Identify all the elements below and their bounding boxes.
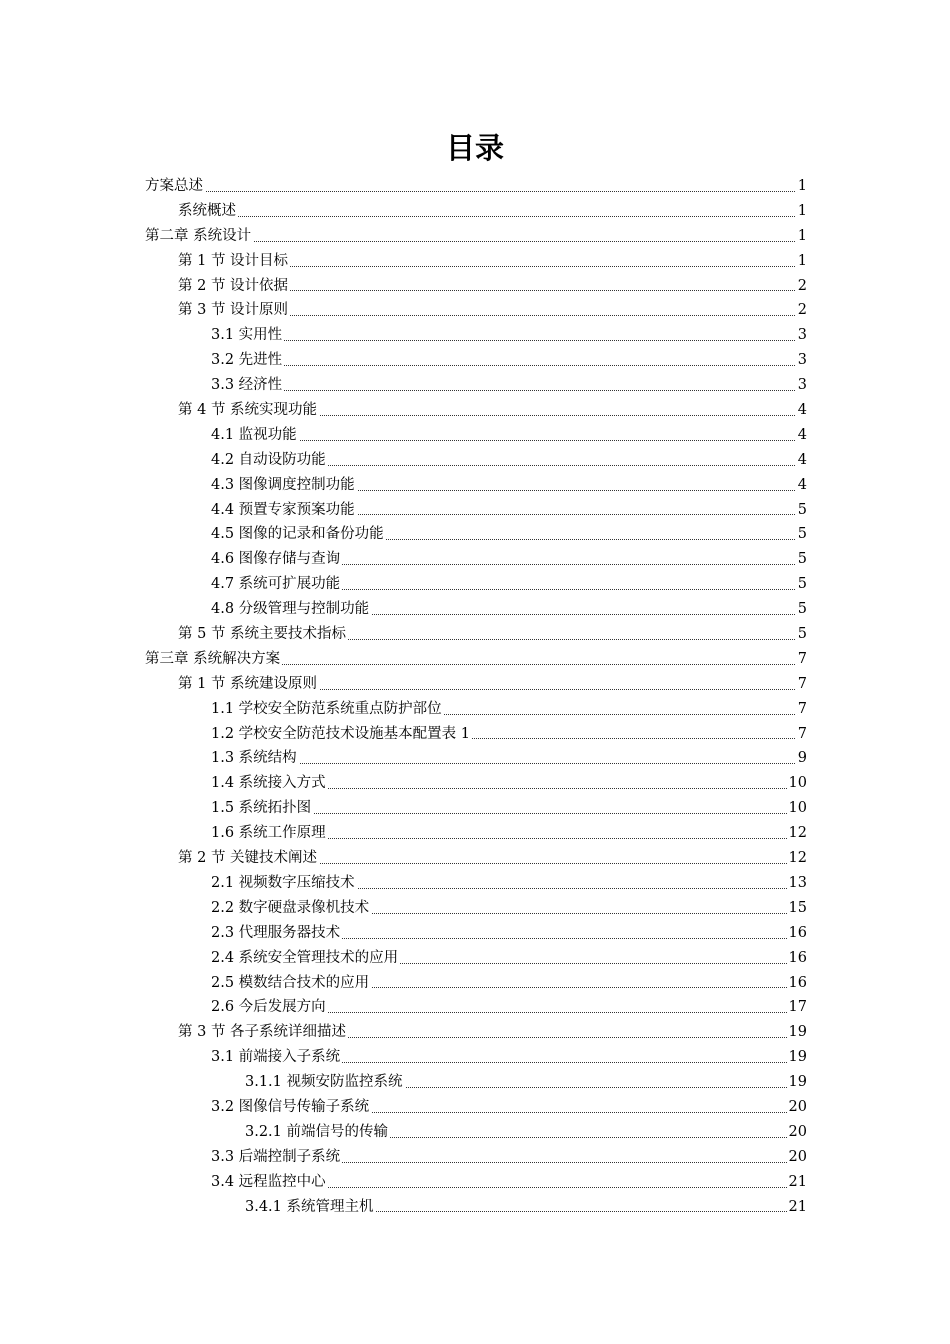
toc-entry[interactable] <box>145 1095 807 1120</box>
toc-entry-label: 第 2 节 设计依据 <box>178 274 290 299</box>
toc-entry-label: 1.4 系统接入方式 <box>211 771 328 796</box>
toc-entry[interactable] <box>145 1045 807 1070</box>
toc-entry-label: 4.7 系统可扩展功能 <box>211 572 342 597</box>
toc-entry[interactable] <box>145 796 807 821</box>
toc-page-number: 15 <box>787 896 807 921</box>
toc-entry[interactable] <box>145 896 807 921</box>
toc-entry-label: 2.3 代理服务器技术 <box>211 921 342 946</box>
toc-entry[interactable] <box>145 647 807 672</box>
toc-entry[interactable] <box>145 1170 807 1195</box>
toc-entry[interactable] <box>145 224 807 249</box>
toc-entry-label: 3.1 实用性 <box>211 323 284 348</box>
toc-entry-label: 1.6 系统工作原理 <box>211 821 328 846</box>
toc-entry-label: 第 2 节 关键技术阐述 <box>178 846 319 871</box>
toc-page-number: 5 <box>796 547 807 572</box>
toc-page-number: 20 <box>787 1120 807 1145</box>
toc-page-number: 9 <box>796 746 807 771</box>
toc-entry[interactable] <box>145 995 807 1020</box>
toc-entry-label: 第 1 节 设计目标 <box>178 249 290 274</box>
toc-entry-label: 1.1 学校安全防范系统重点防护部位 <box>211 697 444 722</box>
toc-entry-label: 3.2 图像信号传输子系统 <box>211 1095 371 1120</box>
toc-entry-label: 第 4 节 系统实现功能 <box>178 398 319 423</box>
toc-page-number: 19 <box>787 1045 807 1070</box>
toc-entry-label: 4.6 图像存储与查询 <box>211 547 342 572</box>
toc-entry-label: 3.3 经济性 <box>211 373 284 398</box>
toc-entry-label: 2.6 今后发展方向 <box>211 995 328 1020</box>
toc-page-number: 3 <box>796 348 807 373</box>
toc-dot-leader <box>145 191 807 192</box>
toc-entry[interactable] <box>145 572 807 597</box>
toc-entry-label: 4.2 自动设防功能 <box>211 448 328 473</box>
toc-entry[interactable] <box>145 1145 807 1170</box>
toc-page-number: 2 <box>796 298 807 323</box>
toc-entry[interactable] <box>145 423 807 448</box>
toc-entry-label: 第三章 系统解决方案 <box>145 647 282 672</box>
toc-entry-label: 第 3 节 设计原则 <box>178 298 290 323</box>
toc-page-number: 1 <box>796 224 807 249</box>
toc-entry-label: 2.2 数字硬盘录像机技术 <box>211 896 371 921</box>
toc-page-number: 7 <box>796 672 807 697</box>
toc-entry-label: 方案总述 <box>145 174 205 199</box>
toc-entry-label: 2.1 视频数字压缩技术 <box>211 871 357 896</box>
toc-page-number: 21 <box>787 1170 807 1195</box>
toc-page-number: 16 <box>787 921 807 946</box>
toc-page-number: 4 <box>796 448 807 473</box>
toc-page-number: 5 <box>796 572 807 597</box>
toc-dot-leader <box>211 340 807 341</box>
toc-dot-leader <box>211 390 807 391</box>
toc-entry[interactable] <box>145 597 807 622</box>
toc-entry[interactable] <box>145 298 807 323</box>
toc-entry-label: 3.4.1 系统管理主机 <box>245 1195 376 1220</box>
toc-page-number: 13 <box>787 871 807 896</box>
toc-entry[interactable] <box>145 871 807 896</box>
toc-entry-label: 1.5 系统拓扑图 <box>211 796 313 821</box>
toc-page-number: 5 <box>796 498 807 523</box>
toc-dot-leader <box>211 763 807 764</box>
toc-page-number: 4 <box>796 398 807 423</box>
toc-entry[interactable] <box>145 771 807 796</box>
toc-entry[interactable] <box>145 174 807 199</box>
toc-entry[interactable] <box>145 373 807 398</box>
toc-page-number: 1 <box>796 199 807 224</box>
toc-entry[interactable] <box>145 522 807 547</box>
toc-entry-label: 第 1 节 系统建设原则 <box>178 672 319 697</box>
toc-page-number: 19 <box>787 1070 807 1095</box>
toc-entry[interactable] <box>145 697 807 722</box>
toc-entry[interactable] <box>145 473 807 498</box>
toc-page-number: 1 <box>796 249 807 274</box>
toc-entry[interactable] <box>145 498 807 523</box>
toc-entry-label: 系统概述 <box>178 199 238 224</box>
toc-page-number: 12 <box>787 846 807 871</box>
toc-entry-label: 3.4 远程监控中心 <box>211 1170 328 1195</box>
toc-entry[interactable] <box>145 921 807 946</box>
toc-entry-label: 3.1.1 视频安防监控系统 <box>245 1070 405 1095</box>
toc-entry[interactable] <box>145 946 807 971</box>
toc-entry[interactable] <box>145 547 807 572</box>
toc-page-number: 5 <box>796 622 807 647</box>
toc-page-number: 2 <box>796 274 807 299</box>
toc-entry-label: 第 5 节 系统主要技术指标 <box>178 622 348 647</box>
toc-page-number: 21 <box>787 1195 807 1220</box>
toc-entry[interactable] <box>145 1020 807 1045</box>
toc-page-number: 7 <box>796 647 807 672</box>
toc-page-number: 3 <box>796 373 807 398</box>
toc-entry[interactable] <box>145 249 807 274</box>
toc-entry[interactable] <box>145 1120 807 1145</box>
toc-entry[interactable] <box>145 1070 807 1095</box>
toc-page-number: 7 <box>796 697 807 722</box>
toc-entry[interactable] <box>145 846 807 871</box>
toc-page-number: 20 <box>787 1095 807 1120</box>
toc-entry[interactable] <box>145 448 807 473</box>
toc-entry-label: 1.2 学校安全防范技术设施基本配置表 1 <box>211 722 472 747</box>
toc-page-number: 10 <box>787 796 807 821</box>
toc-page-number: 4 <box>796 473 807 498</box>
toc-entry-label: 4.3 图像调度控制功能 <box>211 473 357 498</box>
toc-entry-label: 2.5 模数结合技术的应用 <box>211 971 371 996</box>
toc-page-number: 16 <box>787 971 807 996</box>
toc-dot-leader <box>178 216 807 217</box>
toc-entry[interactable] <box>145 622 807 647</box>
toc-dot-leader <box>211 365 807 366</box>
toc-entry[interactable] <box>145 722 807 747</box>
toc-entry-label: 3.1 前端接入子系统 <box>211 1045 342 1070</box>
toc-page-number: 7 <box>796 722 807 747</box>
toc-entry-label: 4.5 图像的记录和备份功能 <box>211 522 386 547</box>
toc-entry[interactable] <box>145 746 807 771</box>
toc-entry-label: 3.2 先进性 <box>211 348 284 373</box>
toc-entry[interactable] <box>145 199 807 224</box>
toc-entry[interactable] <box>145 672 807 697</box>
toc-page-number: 5 <box>796 597 807 622</box>
toc-entry[interactable] <box>145 398 807 423</box>
toc-entry[interactable] <box>145 323 807 348</box>
toc-entry[interactable] <box>145 274 807 299</box>
toc-page-number: 12 <box>787 821 807 846</box>
toc-entry[interactable] <box>145 348 807 373</box>
toc-entry-label: 第二章 系统设计 <box>145 224 253 249</box>
toc-page-number: 19 <box>787 1020 807 1045</box>
toc-page-number: 5 <box>796 522 807 547</box>
toc-entry-label: 4.1 监视功能 <box>211 423 299 448</box>
toc-entry[interactable] <box>145 821 807 846</box>
toc-entry-label: 3.2.1 前端信号的传输 <box>245 1120 390 1145</box>
toc-page-number: 3 <box>796 323 807 348</box>
toc-entry-label: 3.3 后端控制子系统 <box>211 1145 342 1170</box>
toc-dot-leader <box>211 440 807 441</box>
toc-page-number: 17 <box>787 995 807 1020</box>
toc-page-number: 10 <box>787 771 807 796</box>
page-title: 目录 <box>445 131 504 165</box>
table-of-contents <box>145 174 807 1219</box>
toc-entry-label: 2.4 系统安全管理技术的应用 <box>211 946 400 971</box>
toc-entry-label: 4.8 分级管理与控制功能 <box>211 597 371 622</box>
toc-page-number: 1 <box>796 174 807 199</box>
toc-entry-label: 4.4 预置专家预案功能 <box>211 498 357 523</box>
toc-page-number: 4 <box>796 423 807 448</box>
toc-page-number: 16 <box>787 946 807 971</box>
toc-entry[interactable] <box>145 1195 807 1220</box>
toc-page-number: 20 <box>787 1145 807 1170</box>
toc-entry-label: 1.3 系统结构 <box>211 746 299 771</box>
toc-entry-label: 第 3 节 各子系统详细描述 <box>178 1020 348 1045</box>
toc-entry[interactable] <box>145 971 807 996</box>
